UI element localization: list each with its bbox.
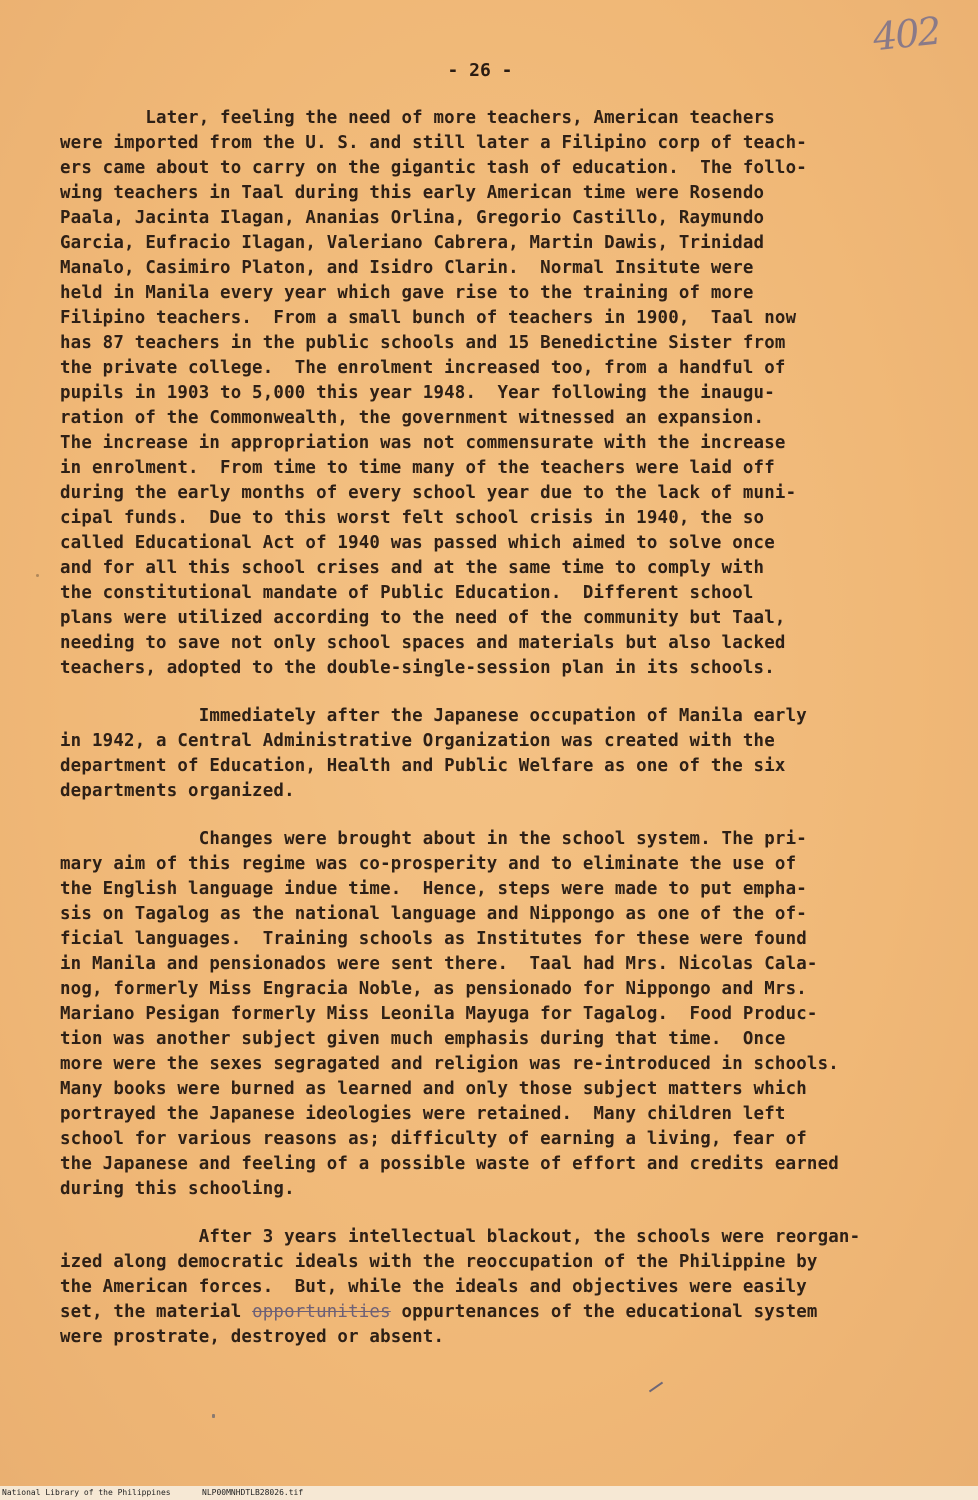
paragraph-japanese-occupation <box>60 704 960 804</box>
text-line: Manalo, Casimiro Platon, and Isidro Clarin. Normal Insitute were <box>60 258 754 278</box>
text-line: the English language indue time. Hence, steps were made to put empha- <box>60 879 807 899</box>
text-line: ficial languages. Training schools as Institutes for these were found <box>60 929 807 949</box>
text-line: the Japanese and feeling of a possible waste of effort and credits earned <box>60 1154 839 1174</box>
margin-speck <box>36 574 39 577</box>
text-line: department of Education, Health and Public Welfare as one of the six <box>60 756 786 776</box>
paragraph-american-teachers <box>60 106 960 681</box>
text-line: Immediately after the Japanese occupation of Manila early <box>60 706 807 726</box>
text-line: nog, formerly Miss Engracia Noble, as pensionado for Nippongo and Mrs. <box>60 979 807 999</box>
text-line: needing to save not only school spaces and materials but also lacked <box>60 633 786 653</box>
text-line: the constitutional mandate of Public Education. Different school <box>60 583 754 603</box>
scan-footer <box>0 1486 978 1500</box>
text-line: Many books were burned as learned and only those subject matters which <box>60 1079 807 1099</box>
text-line: in Manila and pensionados were sent there. Taal had Mrs. Nicolas Cala- <box>60 954 818 974</box>
text-line: pupils in 1903 to 5,000 this year 1948. Year following the inaugu- <box>60 383 775 403</box>
text-line: called Educational Act of 1940 was passed which aimed to solve once <box>60 533 775 553</box>
text-line: Changes were brought about in the school system. The pri- <box>60 829 807 849</box>
text-line: plans were utilized according to the need of the community but Taal, <box>60 608 786 628</box>
text-line: cipal funds. Due to this worst felt school crisis in 1940, the so <box>60 508 765 528</box>
document-body <box>60 106 960 1350</box>
text-line: teachers, adopted to the double-single-session plan in its schools. <box>60 658 775 678</box>
line-start: set, the material <box>60 1302 253 1322</box>
text-line: Mariano Pesigan formerly Miss Leonila Mayuga for Tagalog. Food Produc- <box>60 1004 818 1024</box>
text-line: sis on Tagalog as the national language and Nippongo as one of the of- <box>60 904 807 924</box>
text-line: held in Manila every year which gave rise to the training of more <box>60 283 754 303</box>
text-line: Filipino teachers. From a small bunch of teachers in 1900, Taal now <box>60 308 797 328</box>
text-line: Garcia, Eufracio Ilagan, Valeriano Cabrera, Martin Dawis, Trinidad <box>60 233 765 253</box>
text-line: tion was another subject given much emphasis during that time. Once <box>60 1029 786 1049</box>
text-line: were prostrate, destroyed or absent. <box>60 1327 445 1347</box>
text-line: the private college. The enrolment increased too, from a handful of <box>60 358 786 378</box>
text-line: ration of the Commonwealth, the government witnessed an expansion. <box>60 408 765 428</box>
footer-file-name: NLP00MNHDTLB28026.tif <box>202 1488 304 1497</box>
text-line-with-strikeout <box>60 1300 960 1325</box>
text-line: ers came about to carry on the gigantic tash of education. The follo- <box>60 158 807 178</box>
text-line: wing teachers in Taal during this early American time were Rosendo <box>60 183 765 203</box>
pencil-tick-mark <box>649 1382 663 1393</box>
line-end: oppurtenances of the educational system <box>390 1302 818 1322</box>
text-line: more were the sexes segragated and religion was re-introduced in schools. <box>60 1054 839 1074</box>
text-line: school for various reasons as; difficulty of earning a living, fear of <box>60 1129 807 1149</box>
text-line: during the early months of every school year due to the lack of muni- <box>60 483 797 503</box>
footer-library-name: National Library of the Philippines <box>2 1488 171 1497</box>
text-line: ized along democratic ideals with the reoccupation of the Philippine by <box>60 1252 818 1272</box>
text-line: in enrolment. From time to time many of the teachers were laid off <box>60 458 775 478</box>
page-number: - 26 - <box>447 60 513 81</box>
text-line: and for all this school crises and at the same time to comply with <box>60 558 765 578</box>
text-line: in 1942, a Central Administrative Organization was created with the <box>60 731 775 751</box>
text-line: were imported from the U. S. and still later a Filipino corp of teach- <box>60 133 807 153</box>
text-line: the American forces. But, while the ideals and objectives were easily <box>60 1277 807 1297</box>
text-line: has 87 teachers in the public schools and 15 Benedictine Sister from <box>60 333 786 353</box>
ink-speck <box>212 1414 215 1418</box>
text-line: departments organized. <box>60 781 295 801</box>
text-line: The increase in appropriation was not commensurate with the increase <box>60 433 786 453</box>
paragraph-school-changes <box>60 827 960 1202</box>
text-line: Later, feeling the need of more teachers, American teachers <box>60 108 775 128</box>
text-line: portrayed the Japanese ideologies were retained. Many children left <box>60 1104 786 1124</box>
folio-number: 402 <box>871 8 943 60</box>
struck-out-word: opportunities <box>252 1302 391 1322</box>
paragraph-reorganization <box>60 1225 960 1350</box>
text-line: mary aim of this regime was co-prosperity and to eliminate the use of <box>60 854 797 874</box>
text-line: After 3 years intellectual blackout, the schools were reorgan- <box>60 1227 861 1247</box>
text-line: Paala, Jacinta Ilagan, Ananias Orlina, Gregorio Castillo, Raymundo <box>60 208 765 228</box>
text-line: during this schooling. <box>60 1179 295 1199</box>
